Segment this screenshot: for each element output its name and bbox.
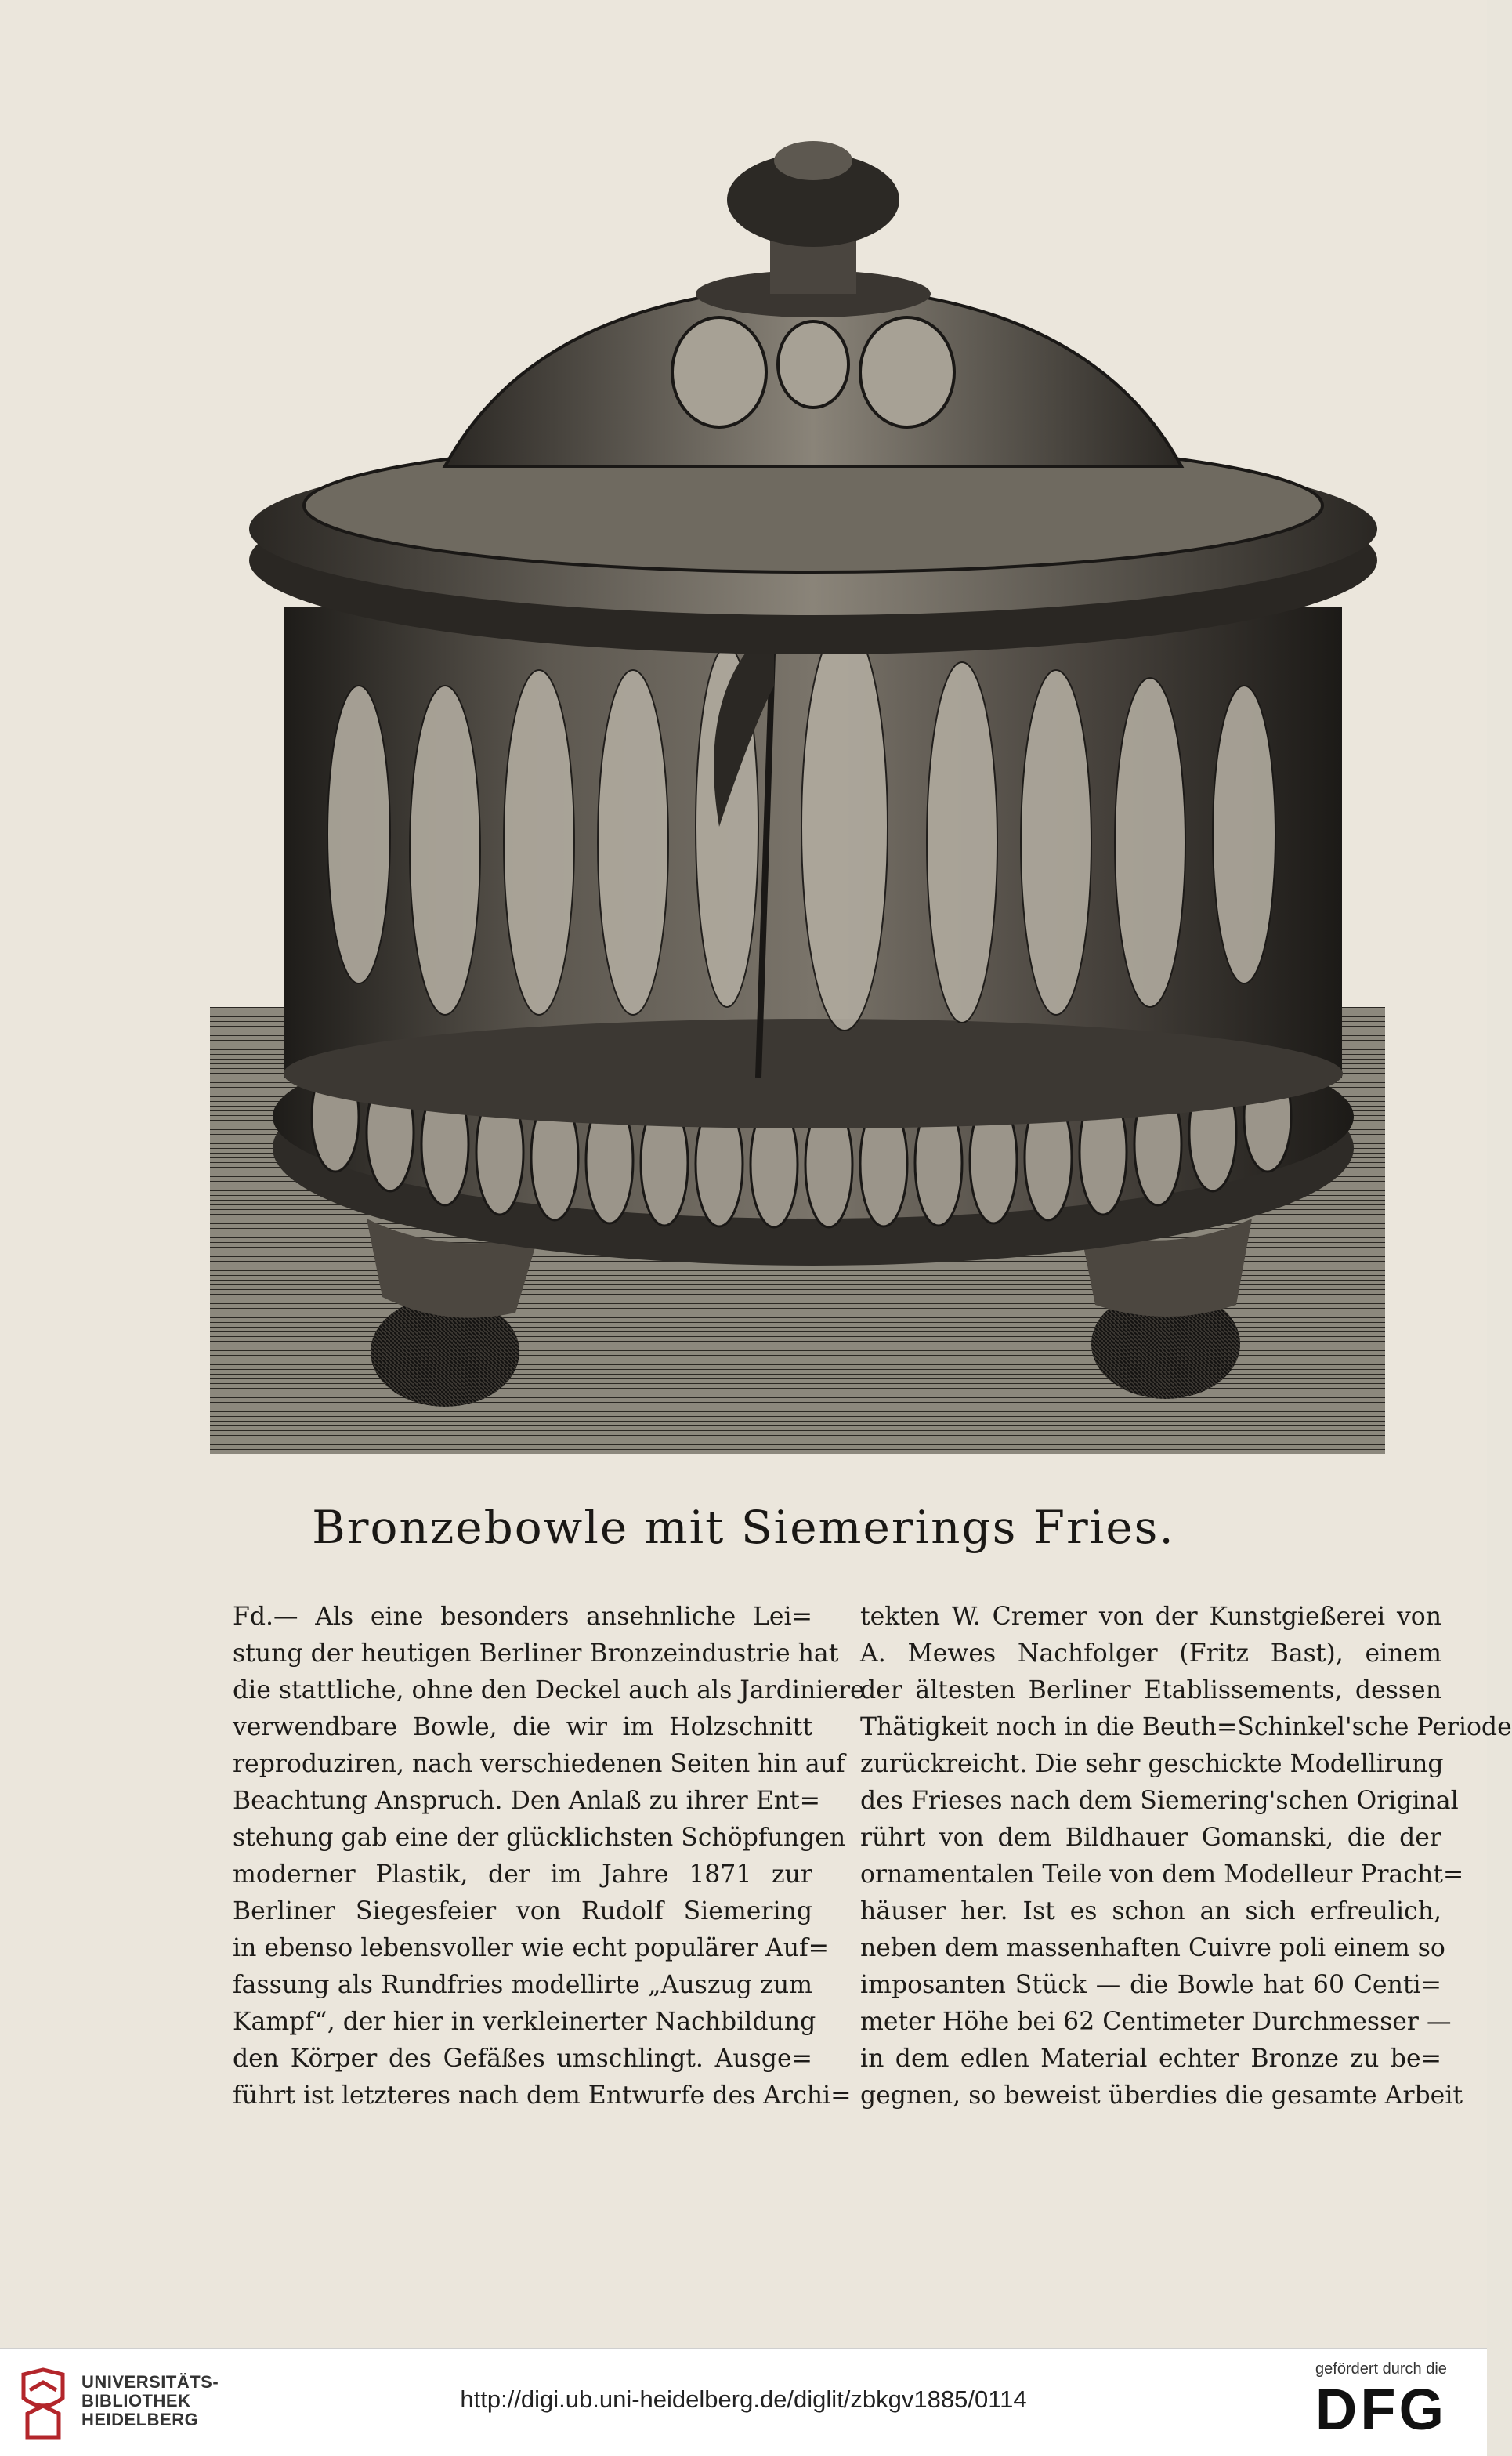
text-line: rührt von dem Bildhauer Gomanski, die der — [860, 1824, 1441, 1852]
article-left-column — [233, 1599, 865, 2114]
text-line: tekten W. Cremer von der Kunstgießerei von — [860, 1603, 1441, 1631]
frieze-drum — [284, 607, 1343, 1128]
text-line: in ebenso lebensvoller wie echt populärer Auf= — [233, 1934, 830, 1962]
text-line: stung der heutigen Berliner Bronzeindustrie hat — [233, 1639, 839, 1668]
text-line: Thätigkeit noch in die Beuth=Schinkel'sche Periode — [860, 1713, 1512, 1741]
text-line: der ältesten Berliner Etablissements, dessen — [860, 1676, 1441, 1704]
text-line: gegnen, so beweist überdies die gesamte Arbeit — [860, 2081, 1463, 2110]
text-line: fassung als Rundfries modellirte „Auszug zum — [233, 1971, 812, 1999]
text-line: die stattliche, ohne den Deckel auch als Jardiniere — [233, 1676, 865, 1704]
library-name-line: HEIDELBERG — [81, 2410, 199, 2429]
sponsor-note: gefördert durch die — [1315, 2360, 1447, 2378]
article-right-column — [860, 1599, 1512, 2114]
dfg-logo-text: DFG — [1315, 2377, 1448, 2442]
text-line: führt ist letzteres nach dem Entwurfe des Archi= — [233, 2081, 852, 2110]
text-line: A. Mewes Nachfolger (Fritz Bast), einem — [860, 1639, 1441, 1668]
text-line: moderner Plastik, der im Jahre 1871 zur — [233, 1860, 812, 1889]
library-name-line: UNIVERSITÄTS- — [81, 2372, 219, 2392]
text-line: Berliner Siegesfeier von Rudolf Siemering — [233, 1897, 812, 1925]
digitization-url-link[interactable]: http://digi.ub.uni-heidelberg.de/diglit/zbkgv1885/0114 — [460, 2385, 1027, 2413]
text-line: ornamentalen Teile von dem Modelleur Pracht= — [860, 1860, 1464, 1889]
text-line: in dem edlen Material echter Bronze zu be= — [860, 2045, 1441, 2073]
text-line: neben dem massenhaften Cuivre poli einem so — [860, 1934, 1445, 1962]
library-name-line: BIBLIOTHEK — [81, 2391, 191, 2411]
text-line: häuser her. Ist es schon an sich erfreulich, — [860, 1897, 1441, 1925]
text-line: meter Höhe bei 62 Centimeter Durchmesser — — [860, 2008, 1452, 2036]
text-line: den Körper des Gefäßes umschlingt. Ausge= — [233, 2045, 812, 2073]
text-line: Kampf“, der hier in verkleinerter Nachbildung — [233, 2008, 816, 2036]
text-line: imposanten Stück — die Bowle hat 60 Centi= — [860, 1971, 1441, 1999]
text-line: verwendbare Bowle, die wir im Holzschnitt — [233, 1713, 812, 1741]
figure-caption: Bronzebowle mit Siemerings Fries. — [312, 1501, 1175, 1554]
digitization-footer — [0, 2348, 1487, 2456]
text-line: reproduziren, nach verschiedenen Seiten hin auf — [233, 1750, 845, 1778]
text-line: Fd.— Als eine besonders ansehnliche Lei= — [233, 1603, 812, 1631]
text-line: stehung gab eine der glücklichsten Schöpfungen — [233, 1824, 846, 1852]
dfg-sponsor-logo[interactable] — [1299, 2360, 1463, 2441]
text-line: zurückreicht. Die sehr geschickte Modellirung — [860, 1750, 1444, 1778]
bronze-bowl-illustration — [210, 137, 1385, 1454]
text-line: des Frieses nach dem Siemering'schen Original — [860, 1787, 1459, 1815]
text-line: Beachtung Anspruch. Den Anlaß zu ihrer Ent= — [233, 1787, 821, 1815]
